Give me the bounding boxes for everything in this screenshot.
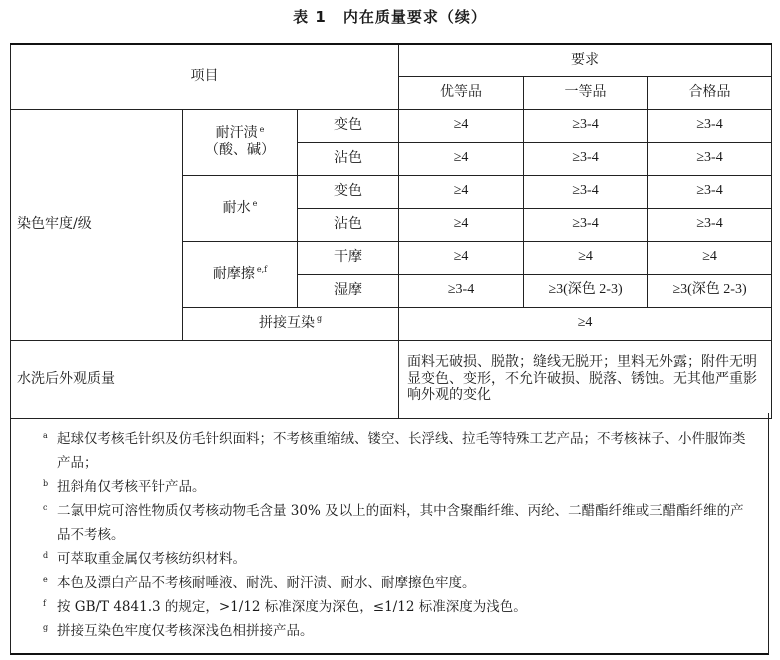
footnote-text: 可萃取重金属仅考核纺织材料。 [57,551,246,567]
footnote-mark: g [316,314,323,324]
sub-item-label: 变色 [298,175,399,208]
footnote-text: 扭斜角仅考核平针产品。 [57,479,206,495]
header-grade-first: 一等品 [524,76,648,109]
footnote-mark: e,f [256,264,268,274]
header-grade-premium: 优等品 [399,76,524,109]
footnote-mark: g [43,623,49,632]
footnote-text: 二氯甲烷可溶性物质仅考核动物毛含量 30% 及以上的面料，其中含聚酯纤维、丙纶、二醋酯纤维或三醋酯纤维的产品不考核。 [57,503,744,543]
footnote-item [11,499,768,547]
footnote-item [11,619,768,643]
appearance-label: 水洗后外观质量 [11,340,399,418]
sweat-label-line2: （酸、碱） [205,142,275,158]
colorfastness-group-label: 染色牢度/级 [11,109,183,340]
footnote-text: 起球仅考核毛针织及仿毛针织面料；不考核重缩绒、镂空、长浮线、拉毛等特殊工艺产品；不考核袜子、小件服饰类产品； [57,431,746,471]
value-cell: ≥4 [399,175,524,208]
footnote-mark: a [43,431,48,440]
value-cell: ≥4 [648,241,772,274]
footnote-item [11,595,768,619]
value-cell: ≥4 [399,142,524,175]
value-cell: ≥4 [399,208,524,241]
splice-label [183,307,399,340]
value-cell: ≥4 [399,241,524,274]
sub-item-label: 变色 [298,109,399,142]
rub-label-text: 耐摩擦 [212,265,255,282]
footnote-text: 拼接互染色牢度仅考核深浅色相拼接产品。 [57,623,314,639]
value-cell: ≥3-4 [399,274,524,307]
footnote-text: 本色及漂白产品不考核耐唾液、耐洗、耐汗渍、耐水、耐摩擦色牢度。 [57,575,476,591]
header-requirement: 要求 [399,44,772,76]
header-item: 项目 [11,44,399,109]
quality-requirements-table [10,43,772,419]
value-cell: ≥3(深色 2-3) [648,274,772,307]
sweat-label-line1: 耐汗渍 [215,125,258,142]
sub-item-label: 湿摩 [298,274,399,307]
footnote-item [11,571,768,595]
footnote-item [11,547,768,571]
value-cell: ≥3-4 [648,175,772,208]
header-grade-qualified: 合格品 [648,76,772,109]
splice-value: ≥4 [399,307,772,340]
table-title: 表 1 内在质量要求（续） [293,8,487,26]
sub-item-label: 沾色 [298,142,399,175]
value-cell: ≥3-4 [524,175,648,208]
water-label [183,175,298,241]
value-cell: ≥3(深色 2-3) [524,274,648,307]
value-cell: ≥4 [399,109,524,142]
footnotes [10,413,769,655]
footnote-mark: d [43,551,49,560]
value-cell: ≥3-4 [648,142,772,175]
footnote-text: 按 GB/T 4841.3 的规定，>1/12 标准深度为深色，≤1/12 标准深度为浅色。 [57,599,527,615]
sub-item-label: 沾色 [298,208,399,241]
footnote-mark: e [259,124,265,134]
footnote-item [11,475,768,499]
splice-label-text: 拼接互染 [258,315,315,332]
footnote-mark: c [43,503,48,512]
footnote-mark: e [43,575,48,584]
value-cell: ≥4 [524,241,648,274]
water-label-text: 耐水 [222,199,251,216]
footnote-mark: f [43,599,46,608]
sweat-label [183,109,298,175]
value-cell: ≥3-4 [524,109,648,142]
footnote-mark: e [252,198,258,208]
value-cell: ≥3-4 [524,208,648,241]
appearance-text: 面料无破损、脱散；缝线无脱开；里料无外露；附件无明显变色、变形，不允许破损、脱落、锈蚀。无其他严重影响外观的变化 [399,340,772,418]
value-cell: ≥3-4 [524,142,648,175]
value-cell: ≥3-4 [648,109,772,142]
rub-label [183,241,298,307]
sub-item-label: 干摩 [298,241,399,274]
value-cell: ≥3-4 [648,208,772,241]
footnote-mark: b [43,479,49,488]
footnote-item [11,427,768,475]
